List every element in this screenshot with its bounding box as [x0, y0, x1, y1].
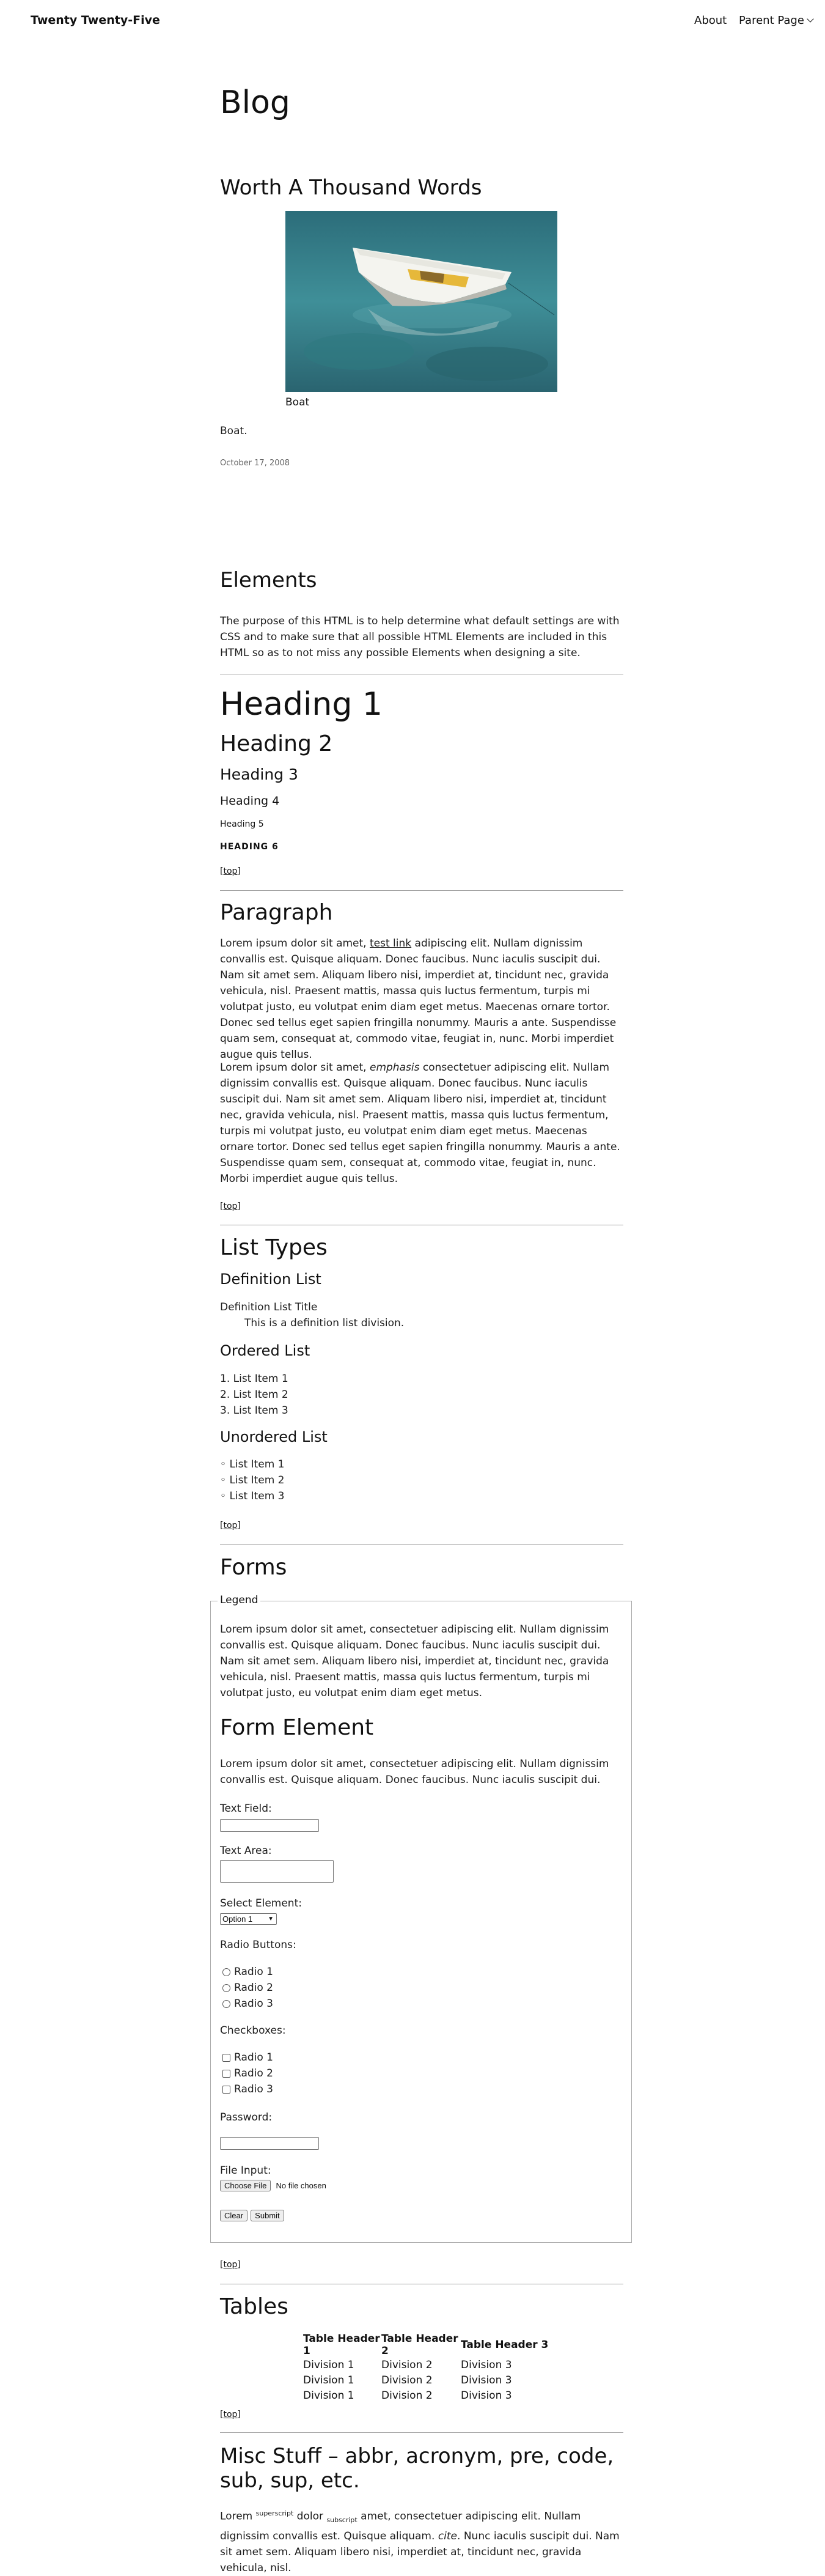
checkboxes-label: Checkboxes:: [220, 2024, 286, 2037]
table-header: Table Header 2: [381, 2333, 458, 2357]
radio-group: [222, 1964, 273, 2012]
table-row: [303, 2372, 548, 2388]
heading-3: Heading 3: [220, 766, 298, 783]
table-row: [303, 2388, 548, 2403]
form-element-paragraph: Lorem ipsum dolor sit amet, consectetuer adipiscing elit. Nullam dignissim convallis est. Quisque aliquam. Donec faucibus. Nunc iaculis suscipit dui.: [220, 1758, 609, 1786]
post-title-worth-a-thousand-words[interactable]: Worth A Thousand Words: [220, 175, 482, 200]
checkbox[interactable]: [222, 2086, 230, 2094]
list-item: 1. List Item 1: [220, 1373, 288, 1385]
site-title[interactable]: Twenty Twenty-Five: [31, 13, 160, 27]
list-item-text: List Item 2: [229, 1474, 285, 1486]
unordered-list-heading: Unordered List: [220, 1428, 328, 1445]
radio-button[interactable]: [222, 1984, 230, 1992]
table-row: [303, 2357, 548, 2372]
list-item-text: List Item 1: [229, 1458, 285, 1471]
text-area-input[interactable]: [220, 1860, 334, 1883]
heading-2: Heading 2: [220, 731, 333, 756]
radio-button[interactable]: [222, 1968, 230, 1976]
table-cell: Division 2: [381, 2358, 433, 2371]
paragraph-2: [220, 1060, 623, 1187]
bullet-icon: ◦: [220, 1474, 227, 1486]
checkbox-option[interactable]: [222, 2050, 273, 2065]
checkbox-label: Radio 2: [234, 2067, 273, 2080]
password-input[interactable]: [220, 2137, 319, 2150]
radio-option[interactable]: [222, 1964, 273, 1980]
table-cell: Division 1: [303, 2358, 354, 2371]
heading-5: Heading 5: [220, 819, 264, 829]
radio-option[interactable]: [222, 1980, 273, 1996]
table-cell: Division 3: [461, 2389, 512, 2402]
nav-link-parent-page[interactable]: [739, 14, 813, 27]
text-field-label: Text Field:: [220, 1803, 272, 1815]
top-link[interactable]: [top]: [220, 2260, 241, 2270]
divider: [220, 2432, 623, 2433]
elements-intro: The purpose of this HTML is to help determine what default settings are with CSS and to make sure that all possible HTML Elements are included in this HTML so as to not miss any possible Elements when designing a site.: [220, 615, 620, 659]
list-item: 3. List Item 3: [220, 1404, 288, 1417]
test-link[interactable]: test link: [370, 937, 412, 950]
submit-button[interactable]: Submit: [251, 2210, 284, 2221]
image-caption: Boat: [285, 396, 310, 408]
table-cell: Division 3: [461, 2358, 512, 2371]
radio-label: Radio 1: [234, 1966, 273, 1978]
radio-option[interactable]: [222, 1996, 273, 2012]
tables-heading: Tables: [220, 2294, 288, 2319]
top-link[interactable]: [top]: [220, 2410, 241, 2419]
file-input[interactable]: [220, 2179, 326, 2191]
list-item: [220, 1488, 284, 1504]
checkbox-option[interactable]: [222, 2065, 273, 2081]
bullet-icon: ◦: [220, 1490, 227, 1502]
text-field-input[interactable]: [220, 1819, 319, 1832]
list-item-text: List Item 1: [233, 1373, 288, 1385]
list-item: [220, 1472, 284, 1488]
list-item: 2. List Item 2: [220, 1389, 288, 1401]
checkbox-label: Radio 3: [234, 2083, 273, 2095]
radio-label: Radio 2: [234, 1982, 273, 1994]
text-area-label: Text Area:: [220, 1845, 272, 1857]
misc-text-1: Lorem: [220, 2510, 256, 2523]
nav-link-parent-page-label: Parent Page: [739, 14, 804, 27]
table-cell: Division 2: [381, 2389, 433, 2402]
heading-6: HEADING 6: [220, 842, 279, 852]
cite-text: cite: [438, 2530, 458, 2543]
misc-text-4: . Nunc iaculis suscipit dui. Nam sit amet sem. Aliquam libero nisi, imperdiet at, tincidunt nec, gravida vehicula, nisl.: [220, 2530, 620, 2575]
checkbox-group: [222, 2050, 273, 2097]
heading-4: Heading 4: [220, 794, 280, 808]
heading-1: Heading 1: [220, 686, 383, 723]
divider: [220, 890, 623, 891]
misc-paragraph: [220, 2506, 623, 2576]
unordered-list: [220, 1456, 284, 1504]
checkbox[interactable]: [222, 2070, 230, 2078]
definition-description: This is a definition list division.: [244, 1317, 405, 1329]
choose-file-button[interactable]: Choose File: [220, 2180, 271, 2191]
ordered-list: [220, 1371, 288, 1419]
list-item-text: List Item 2: [233, 1389, 288, 1401]
form-actions: [220, 2209, 284, 2221]
paragraph-2-start: Lorem ipsum dolor sit amet,: [220, 1061, 370, 1074]
table-cell: Division 1: [303, 2389, 354, 2402]
select-label: Select Element:: [220, 1897, 302, 1910]
legend-paragraph: Lorem ipsum dolor sit amet, consectetuer adipiscing elit. Nullam dignissim convallis est. Quisque aliquam. Donec faucibus. Nunc iaculis suscipit dui. Nam sit amet sem. Aliquam libero nisi, imperdiet at, tincidunt nec, gravida vehicula, nisl. Praesent mattis, massa quis luctus fermentum, turpis mi volutpat justo, eu volutpat enim diam eget metus.: [220, 1623, 609, 1699]
definition-term: Definition List Title: [220, 1301, 318, 1313]
misc-text-2: dolor: [293, 2510, 327, 2523]
forms-heading: Forms: [220, 1555, 287, 1580]
fieldset-legend: Legend: [218, 1594, 260, 1606]
select-value: Option 1: [222, 1914, 253, 1924]
file-input-label: File Input:: [220, 2165, 271, 2177]
paragraph-1-rest: adipiscing elit. Nullam dignissim convallis est. Quisque aliquam. Donec faucibus. Nunc iaculis suscipit dui. Nam sit amet sem. Aliquam libero nisi, imperdiet at, tincidunt nec, gravida vehicula, nisl. Praesent mattis, massa quis luctus fermentum, turpis mi volutpat justo, eu volutpat enim diam eget metus. Maecenas ornare tortor. Donec sed tellus eget sapien fringilla nonummy. Mauris a ante. Suspendisse quam sem, consequat at, commodo vitae, feugiat in, nunc. Morbi imperdiet augue quis tellus.: [220, 937, 617, 1061]
table-cell: Division 3: [461, 2374, 512, 2386]
file-status: No file chosen: [276, 2181, 326, 2190]
definition-list-heading: Definition List: [220, 1271, 321, 1288]
table-header-row: [303, 2333, 548, 2357]
radio-label: Radio 3: [234, 1998, 273, 2010]
subscript-text: subscript: [326, 2516, 358, 2525]
superscript-text: superscript: [255, 2509, 294, 2517]
table-cell: Division 2: [381, 2374, 433, 2386]
password-label: Password:: [220, 2111, 273, 2124]
nav-link-about[interactable]: About: [694, 14, 727, 27]
select-input[interactable]: [220, 1913, 277, 1925]
table-header: Table Header 3: [461, 2339, 549, 2351]
page-title: Blog: [220, 84, 290, 121]
post-excerpt: Boat.: [220, 425, 248, 437]
list-item-text: List Item 3: [229, 1490, 285, 1502]
chevron-down-icon: ▼: [268, 1916, 274, 1922]
table-header: Table Header 1: [303, 2333, 380, 2357]
bullet-icon: ◦: [220, 1458, 227, 1471]
table-cell: Division 1: [303, 2374, 354, 2386]
list-item: [220, 1456, 284, 1472]
checkbox[interactable]: [222, 2054, 230, 2062]
paragraph-1: [220, 936, 623, 1063]
form-element-heading: Form Element: [220, 1715, 374, 1740]
radio-buttons-label: Radio Buttons:: [220, 1939, 296, 1951]
misc-text-3: amet, consectetuer adipiscing elit. Nullam dignissim convallis est. Quisque aliquam.: [220, 2510, 581, 2543]
misc-heading: Misc Stuff – abbr, acronym, pre, code, sub, sup, etc.: [220, 2444, 614, 2493]
paragraph-1-start: Lorem ipsum dolor sit amet,: [220, 937, 370, 950]
divider: [220, 1544, 623, 1545]
list-item-text: List Item 3: [233, 1404, 288, 1417]
top-link[interactable]: [top]: [220, 866, 241, 876]
ordered-list-heading: Ordered List: [220, 1342, 310, 1359]
radio-button[interactable]: [222, 2000, 230, 2008]
data-table: [303, 2333, 548, 2403]
list-types-heading: List Types: [220, 1235, 328, 1260]
checkbox-option[interactable]: [222, 2081, 273, 2097]
top-link[interactable]: [top]: [220, 1201, 241, 1211]
chevron-down-icon[interactable]: [807, 15, 813, 22]
emphasis-text: emphasis: [370, 1061, 420, 1074]
boat-photo: [285, 211, 557, 392]
post-title-elements[interactable]: Elements: [220, 568, 317, 592]
clear-button[interactable]: Clear: [220, 2210, 248, 2221]
checkbox-label: Radio 1: [234, 2051, 273, 2064]
paragraph-heading: Paragraph: [220, 900, 333, 925]
paragraph-2-rest: consectetuer adipiscing elit. Nullam dignissim convallis est. Quisque aliquam. Donec faucibus. Nunc iaculis suscipit dui. Nam sit amet sem. Aliquam libero nisi, imperdiet at, tincidunt nec, gravida vehicula, nisl. Praesent mattis, massa quis luctus fermentum, turpis mi volutpat justo, eu volutpat enim diam eget metus. Maecenas ornare tortor. Donec sed tellus eget sapien fringilla nonummy. Mauris a ante. Suspendisse quam sem, consequat at, commodo vitae, feugiat in, nunc. Morbi imperdiet augue quis tellus.: [220, 1061, 620, 1185]
post-date[interactable]: October 17, 2008: [220, 459, 290, 468]
boat-image: [285, 211, 557, 392]
top-link[interactable]: [top]: [220, 1521, 241, 1530]
